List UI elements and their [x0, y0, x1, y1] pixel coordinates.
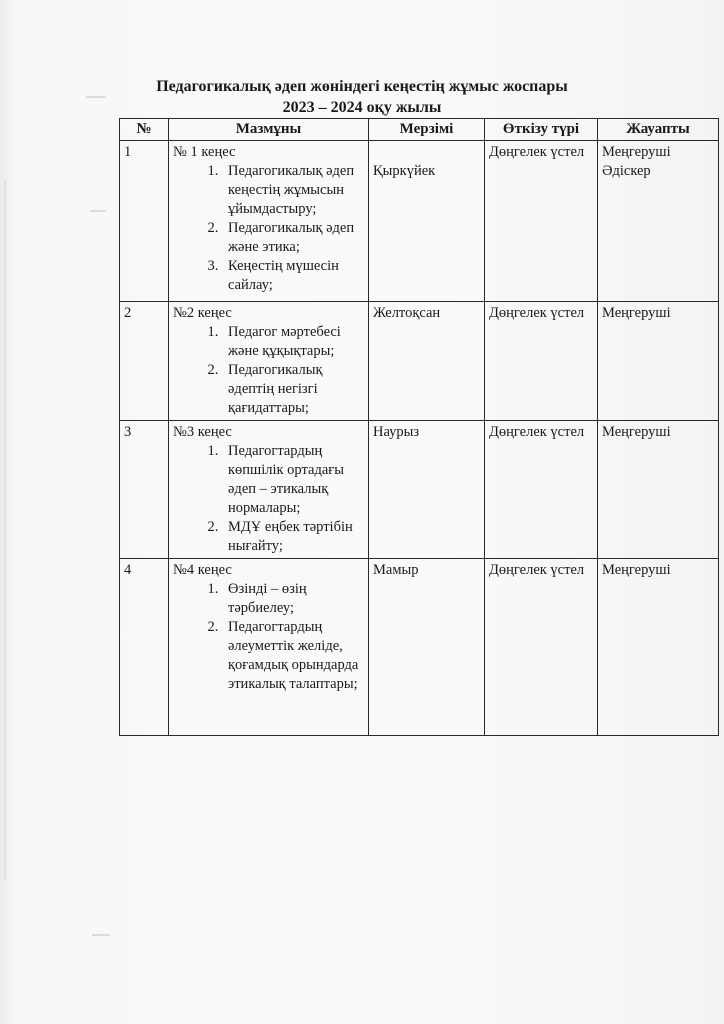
row-content [169, 559, 369, 736]
row-form: Дөңгелек үстел [485, 302, 598, 421]
table-row [120, 421, 719, 559]
row-responsible: Меңгеруші [598, 302, 719, 421]
header-content: Мазмұны [169, 119, 369, 141]
row-number: 3 [120, 421, 169, 559]
table-header-row [120, 119, 719, 141]
list-item: 1. Педагог мәртебесі және құқықтары; [222, 323, 364, 361]
table-row [120, 141, 719, 302]
header-responsible: Жауапты [598, 119, 719, 141]
term-text: Қыркүйек [373, 163, 436, 179]
row-term: Желтоқсан [369, 302, 485, 421]
list-item: 1. Өзінді – өзің тәрбиелеу; [222, 580, 364, 618]
header-number: № [120, 119, 169, 141]
meeting-heading: №4 кеңес [173, 562, 232, 578]
list-item: 1. Педагогикалық әдеп кеңестің жұмысын ұйымдастыру; [222, 162, 364, 219]
agenda-list [173, 323, 364, 418]
row-content [169, 421, 369, 559]
header-form: Өткізу түрі [485, 119, 598, 141]
page-title [0, 76, 724, 118]
row-form: Дөңгелек үстел [485, 141, 598, 302]
list-item: 3. Кеңестің мүшесін сайлау; [222, 257, 364, 295]
row-term: Наурыз [369, 421, 485, 559]
agenda-list [173, 162, 364, 295]
list-item: 1. Педагогтардың көпшілік ортадағы әдеп – этикалық нормалары; [222, 442, 364, 518]
agenda-list [173, 442, 364, 556]
title-line-2: 2023 – 2024 оқу жылы [282, 99, 442, 116]
row-content [169, 141, 369, 302]
row-responsible: Меңгеруші [598, 421, 719, 559]
meeting-heading: №3 кеңес [173, 424, 232, 440]
meeting-heading: № 1 кеңес [173, 144, 236, 160]
header-term: Мерзімі [369, 119, 485, 141]
title-line-1: Педагогикалық әдеп жөніндегі кеңестің жұмыс жоспары [156, 78, 568, 95]
list-item: 2. Педагогикалық әдеп және этика; [222, 219, 364, 257]
row-number: 2 [120, 302, 169, 421]
row-number: 1 [120, 141, 169, 302]
agenda-list [173, 580, 364, 694]
list-item: 2. МДҰ еңбек тәртібін нығайту; [222, 518, 364, 556]
scan-artifact [4, 180, 6, 880]
row-responsible: Меңгеруші [598, 559, 719, 736]
row-term: Мамыр [369, 559, 485, 736]
meeting-heading: №2 кеңес [173, 305, 232, 321]
row-form: Дөңгелек үстел [485, 559, 598, 736]
row-term [369, 141, 485, 302]
row-responsible: Меңгеруші Әдіскер [598, 141, 719, 302]
scan-artifact [92, 934, 110, 936]
list-item: 2. Педагогикалық әдептің негізгі қағидаттары; [222, 361, 364, 418]
table-row [120, 302, 719, 421]
table-row [120, 559, 719, 736]
row-form: Дөңгелек үстел [485, 421, 598, 559]
scan-artifact [90, 210, 106, 212]
list-item: 2. Педагогтардың әлеуметтік желіде, қоғамдық орындарда этикалық талаптары; [222, 618, 364, 694]
row-number: 4 [120, 559, 169, 736]
row-content [169, 302, 369, 421]
plan-table [119, 118, 719, 736]
